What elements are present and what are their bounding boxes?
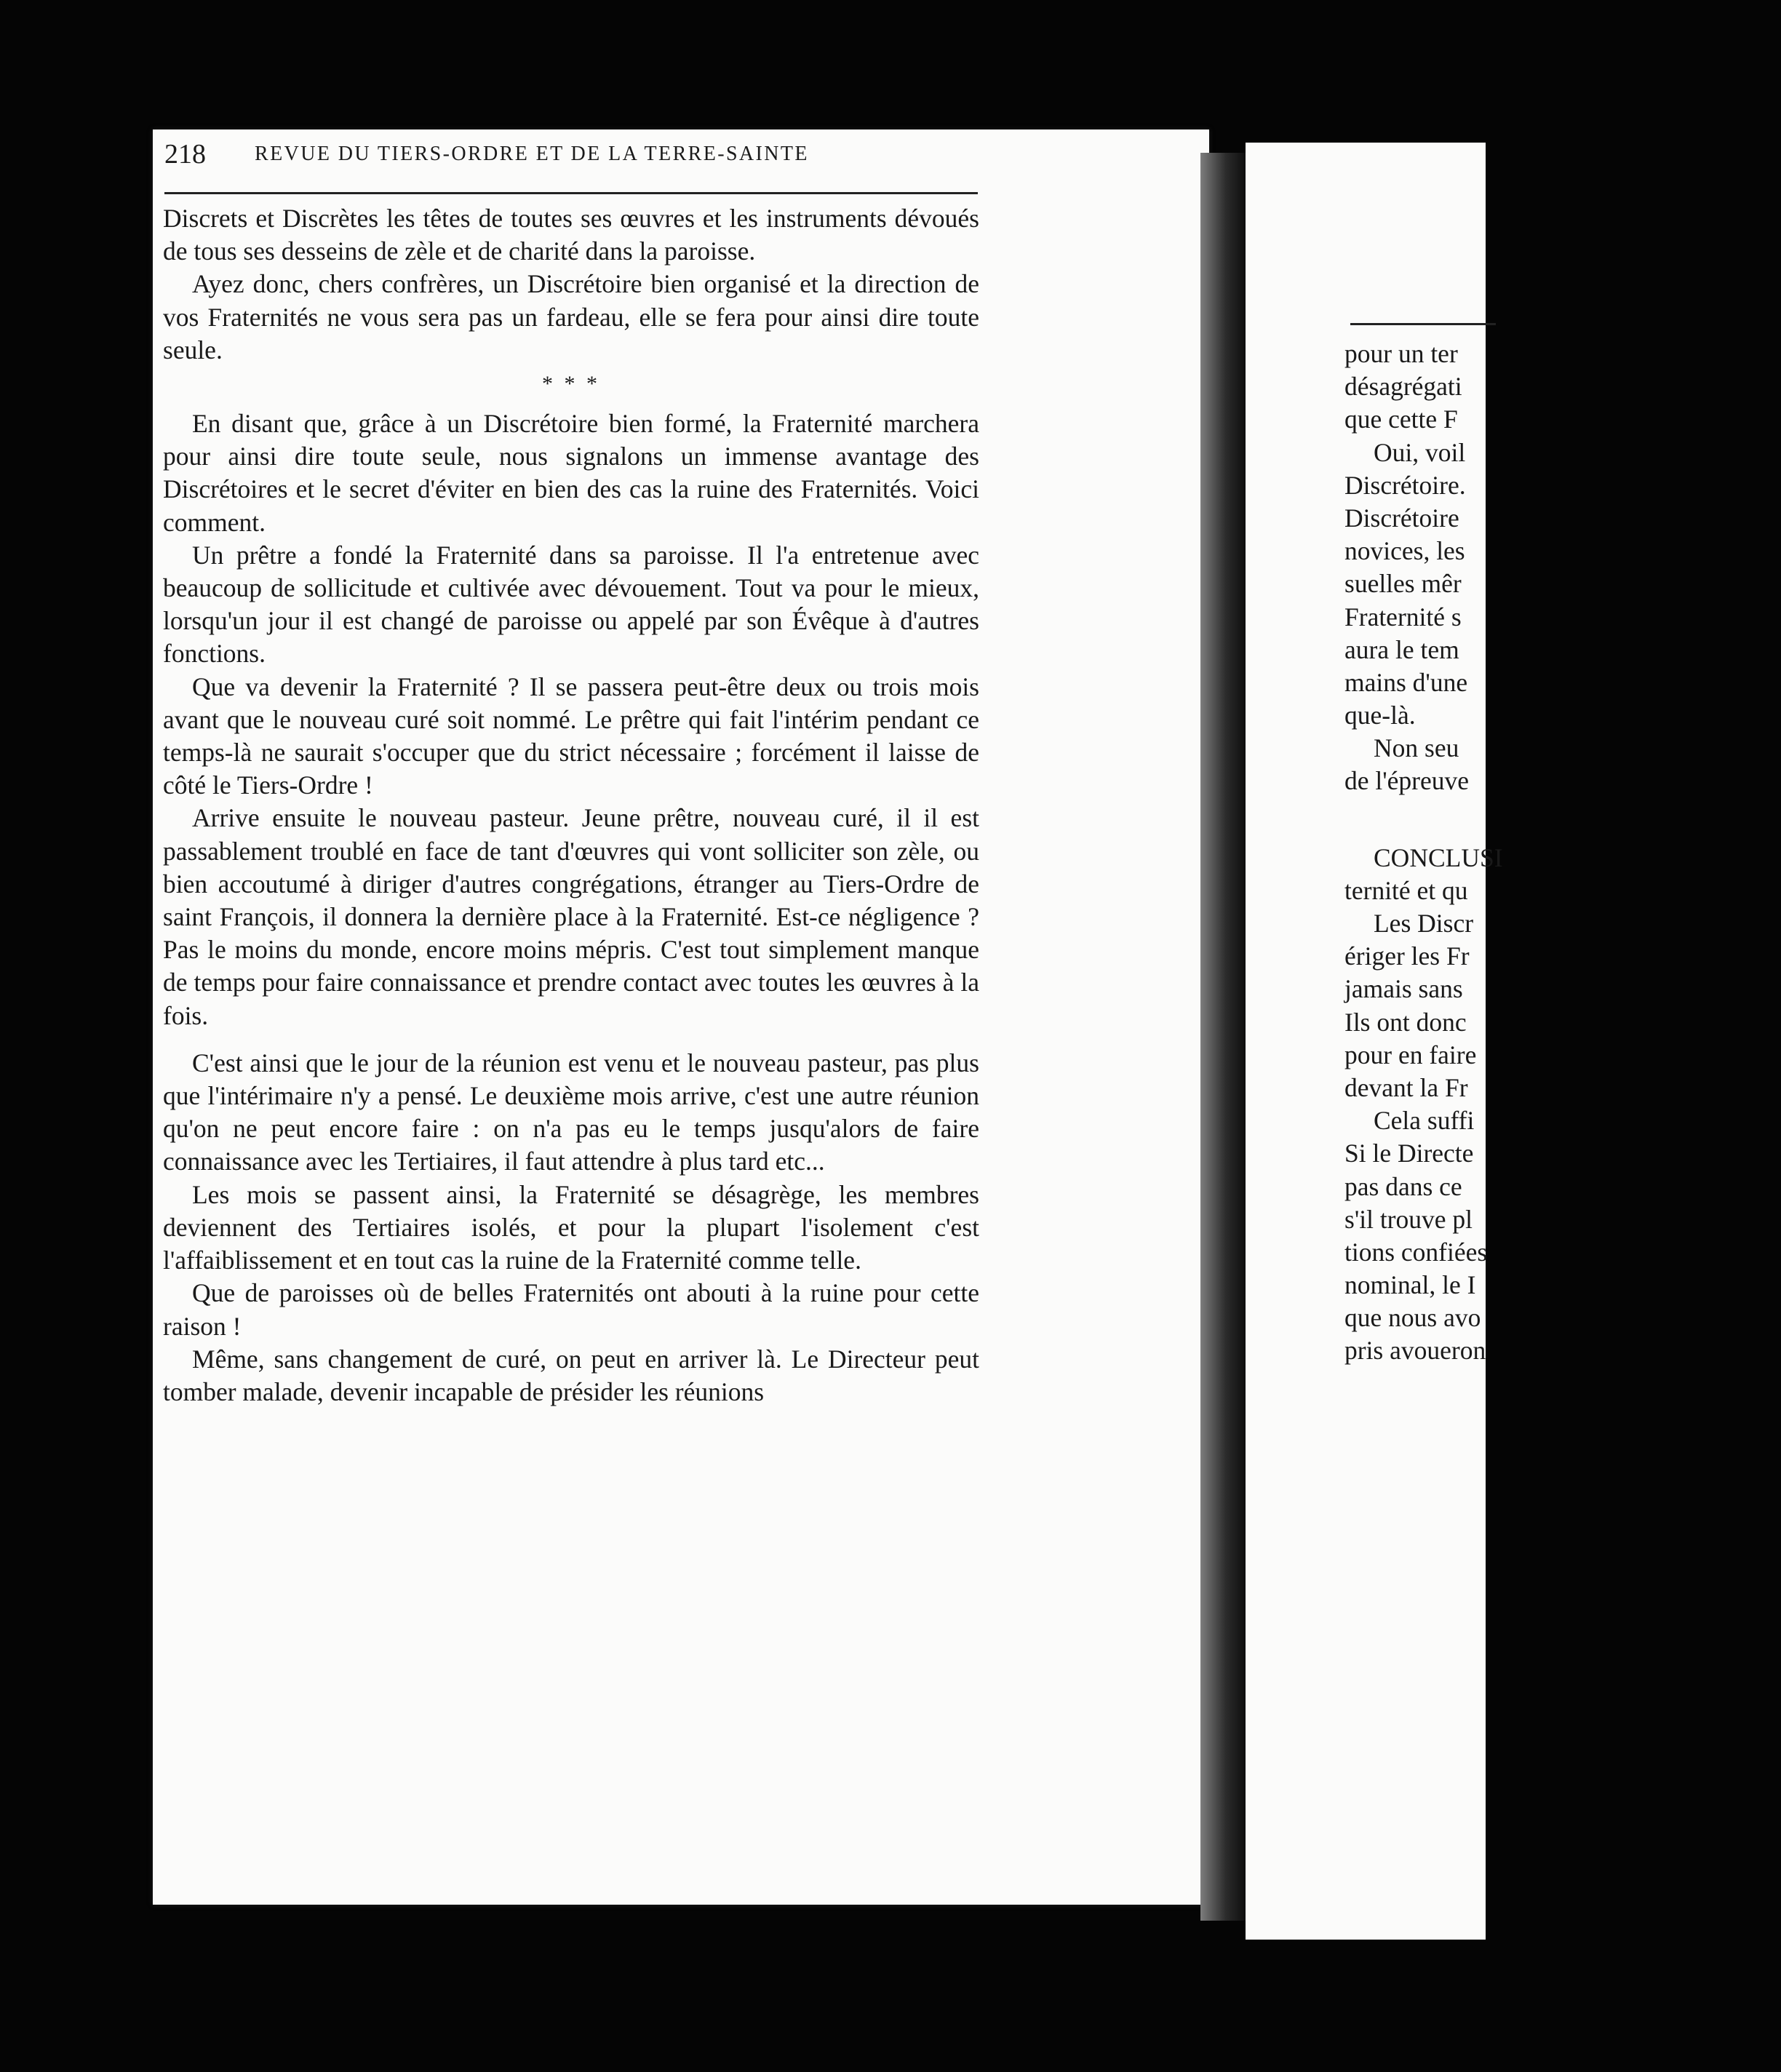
right-line: que-là. [1344,701,1416,730]
right-line: désagrégati [1344,372,1462,402]
paragraph: C'est ainsi que le jour de la réunion est venu et le nouveau pasteur, pas plus que l'intérimaire n'y a pensé. Le deuxième mois arrive, c'est une autre réunion qu'on ne peut encore faire : on n'a pas eu le temps jusqu'alors de faire connaissance avec les Tertiaires, il faut attendre à plus tard etc... [163,1048,979,1176]
right-line: Fraternité s [1344,602,1462,631]
running-head: REVUE DU TIERS-ORDRE ET DE LA TERRE-SAINTE [255,143,809,165]
right-line: pris avoueron [1344,1336,1486,1366]
paragraph: Même, sans changement de curé, on peut en arriver là. Le Directeur peut tomber malade, devenir incapable de présider les réunions [163,1344,979,1406]
right-line: que cette F [1344,405,1458,434]
paragraph: Un prêtre a fondé la Fraternité dans sa paroisse. Il l'a entretenue avec beaucoup de sollicitude et cultivée avec dévouement. Tout va pour le mieux, lorsqu'un jour il est changé de paroisse ou appelé par son Évêque à d'autres fonctions. [163,540,979,669]
right-line: novices, les [1344,536,1465,566]
right-line: pour en faire [1344,1040,1477,1069]
paragraph: Ayez donc, chers confrères, un Discrétoire bien organisé et la direction de vos Fraternités ne vous sera pas un fardeau, elle se fera pour ainsi dire toute seule. [163,269,979,364]
right-line: ternité et qu [1344,875,1468,905]
right-line: tions confiées [1344,1237,1488,1267]
right-line: Les Discr [1374,909,1474,938]
paragraph: En disant que, grâce à un Discrétoire bien formé, la Fraternité marchera pour ainsi dire toute seule, nous signalons un immense avantage des Discrétoires et le secret d'éviter en bien des cas la ruine des Fraternités. Voici comment. [163,409,979,537]
right-line: Si le Directe [1344,1139,1474,1168]
right-line: nominal, le I [1344,1270,1476,1300]
paragraph: Les mois se passent ainsi, la Fraternité se désagrège, les membres deviennent des Tertiaires isolés, et pour la plupart l'isolement c'est l'affaiblissement et en tout cas la ruine de la Fraternité comme telle. [163,1179,979,1275]
paragraph: Discrets et Discrètes les têtes de toutes ses œuvres et les instruments dévoués de tous ses desseins de zèle et de charité dans la paroisse. [163,204,979,266]
right-line: Discrétoire [1344,503,1459,533]
right-blank-line [1344,798,1781,842]
paragraph: Que de paroisses où de belles Fraternités ont abouti à la ruine pour cette raison ! [163,1278,979,1341]
right-line: de l'épreuve [1344,766,1469,796]
paragraph: Arrive ensuite le nouveau pasteur. Jeune prêtre, nouveau curé, il il est passablement troublé en face de tant d'œuvres qui vont solliciter son zèle, ou bien accoutumé à diriger d'autres congrégations, étranger au Tiers-Ordre de saint François, il donnera la dernière place à la Fraternité. Est-ce négligence ? Pas le moins du monde, encore moins mépris. C'est tout simplement manque de temps pour faire connaissance et prendre contact avec toutes les œuvres à la fois. [163,803,979,1030]
right-line: ériger les Fr [1344,941,1470,971]
right-header-rule [1350,323,1496,325]
right-line: aura le tem [1344,634,1459,664]
right-line: s'il trouve pl [1344,1204,1473,1234]
right-line: devant la Fr [1344,1072,1468,1102]
right-line: pour un ter [1344,339,1458,368]
right-page [1246,143,1503,1940]
right-line: que nous avo [1344,1303,1481,1333]
right-line: Oui, voil [1374,437,1466,467]
paragraph: Que va devenir la Fraternité ? Il se passera peut-être deux ou trois mois avant que le nouveau curé soit nommé. Le prêtre qui fait l'intérim pendant ce temps-là ne saurait s'occuper que du strict nécessaire ; forcément il laisse de côté le Tiers-Ordre ! [163,672,979,800]
right-line: Cela suffi [1374,1106,1475,1136]
page-number: 218 [164,139,206,170]
right-line: Ils ont donc [1344,1007,1467,1037]
right-line: jamais sans [1344,974,1463,1004]
right-line: pas dans ce [1344,1171,1462,1201]
right-line: mains d'une [1344,667,1468,697]
right-line: CONCLUSI [1374,842,1503,872]
page-header [164,132,979,176]
section-separator: * * * [542,372,600,397]
header-rule [164,192,978,194]
right-line: suelles mêr [1344,569,1462,599]
right-line: Non seu [1374,733,1459,763]
book-spine [1200,153,1247,1921]
right-line: Discrétoire. [1344,470,1466,500]
left-page-body [163,202,979,1408]
right-page-text [1344,338,1781,1368]
